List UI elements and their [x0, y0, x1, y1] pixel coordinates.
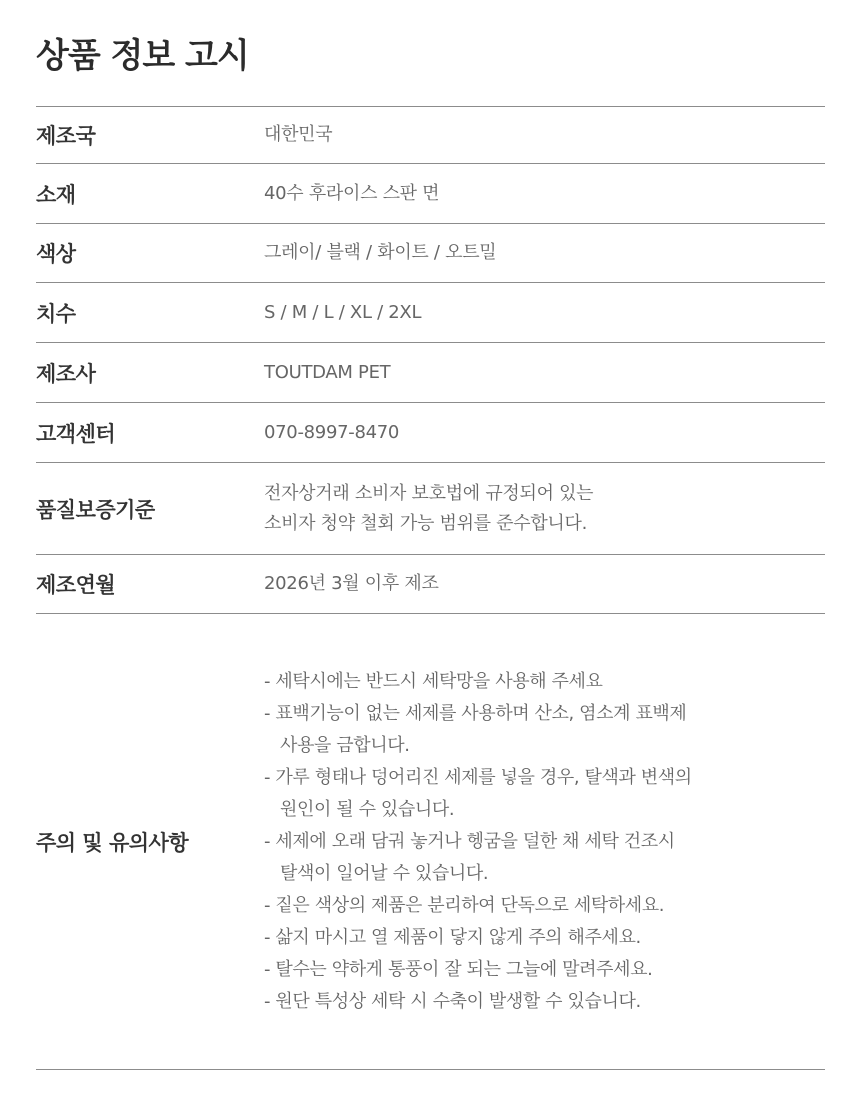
table-row-size — [36, 283, 825, 343]
row-value: TOUTDAM PET — [264, 361, 391, 383]
product-info-table — [36, 106, 825, 1070]
page-title: 상품 정보 고시 — [36, 36, 249, 76]
note-text: - 표백기능이 없는 세제를 사용하며 산소, 염소계 표백제 — [264, 702, 687, 724]
table-row-manufacture-date — [36, 555, 825, 614]
row-value — [264, 479, 825, 539]
value-line: 전자상거래 소비자 보호법에 규정되어 있는 — [264, 482, 594, 504]
row-label: 주의 및 유의사항 — [36, 830, 189, 855]
row-value: 070-8997-8470 — [264, 421, 400, 443]
table-row-quality-standard — [36, 463, 825, 555]
row-label: 소재 — [36, 182, 76, 207]
caution-note — [264, 922, 825, 954]
row-value: 대한민국 — [264, 124, 333, 145]
note-text: - 탈수는 약하게 통풍이 잘 되는 그늘에 말려주세요. — [264, 958, 653, 980]
row-value: 그레이/ 블랙 / 화이트 / 오트밀 — [264, 242, 497, 263]
note-continuation: 사용을 금합니다. — [280, 734, 410, 756]
note-continuation: 원인이 될 수 있습니다. — [280, 798, 455, 820]
table-row-customer-center — [36, 403, 825, 463]
row-value: 40수 후라이스 스판 면 — [264, 182, 440, 204]
caution-note — [264, 666, 825, 698]
row-value: S / M / L / XL / 2XL — [264, 301, 422, 323]
row-label: 제조사 — [36, 361, 96, 386]
caution-note — [264, 826, 825, 890]
table-row-color — [36, 224, 825, 283]
note-text: - 세제에 오래 담궈 놓거나 헹굼을 덜한 채 세탁 건조시 — [264, 830, 675, 852]
note-text: - 가루 형태나 덩어리진 세제를 넣을 경우, 탈색과 변색의 — [264, 766, 692, 788]
table-row-manufacturer — [36, 343, 825, 403]
caution-note — [264, 954, 825, 986]
row-value: 2026년 3월 이후 제조 — [264, 573, 439, 594]
note-text: - 삶지 마시고 열 제품이 닿지 않게 주의 해주세요. — [264, 926, 641, 948]
caution-notes — [264, 666, 825, 1018]
table-row-caution — [36, 614, 825, 1070]
table-row-material — [36, 164, 825, 224]
row-label: 제조국 — [36, 124, 96, 148]
note-continuation: 탈색이 일어날 수 있습니다. — [280, 862, 489, 884]
row-label: 고객센터 — [36, 421, 116, 446]
caution-note — [264, 986, 825, 1018]
row-label: 품질보증기준 — [36, 497, 155, 522]
note-text: - 짙은 색상의 제품은 분리하여 단독으로 세탁하세요. — [264, 894, 665, 916]
note-text: - 세탁시에는 반드시 세탁망을 사용해 주세요 — [264, 670, 603, 692]
caution-note — [264, 698, 825, 762]
caution-note — [264, 890, 825, 922]
row-label: 색상 — [36, 242, 76, 266]
table-row-origin — [36, 107, 825, 164]
value-line: 소비자 청약 철회 가능 범위를 준수합니다. — [264, 512, 588, 534]
row-label: 치수 — [36, 301, 76, 326]
row-label: 제조연월 — [36, 573, 116, 597]
note-text: - 원단 특성상 세탁 시 수축이 발생할 수 있습니다. — [264, 990, 641, 1012]
caution-note — [264, 762, 825, 826]
